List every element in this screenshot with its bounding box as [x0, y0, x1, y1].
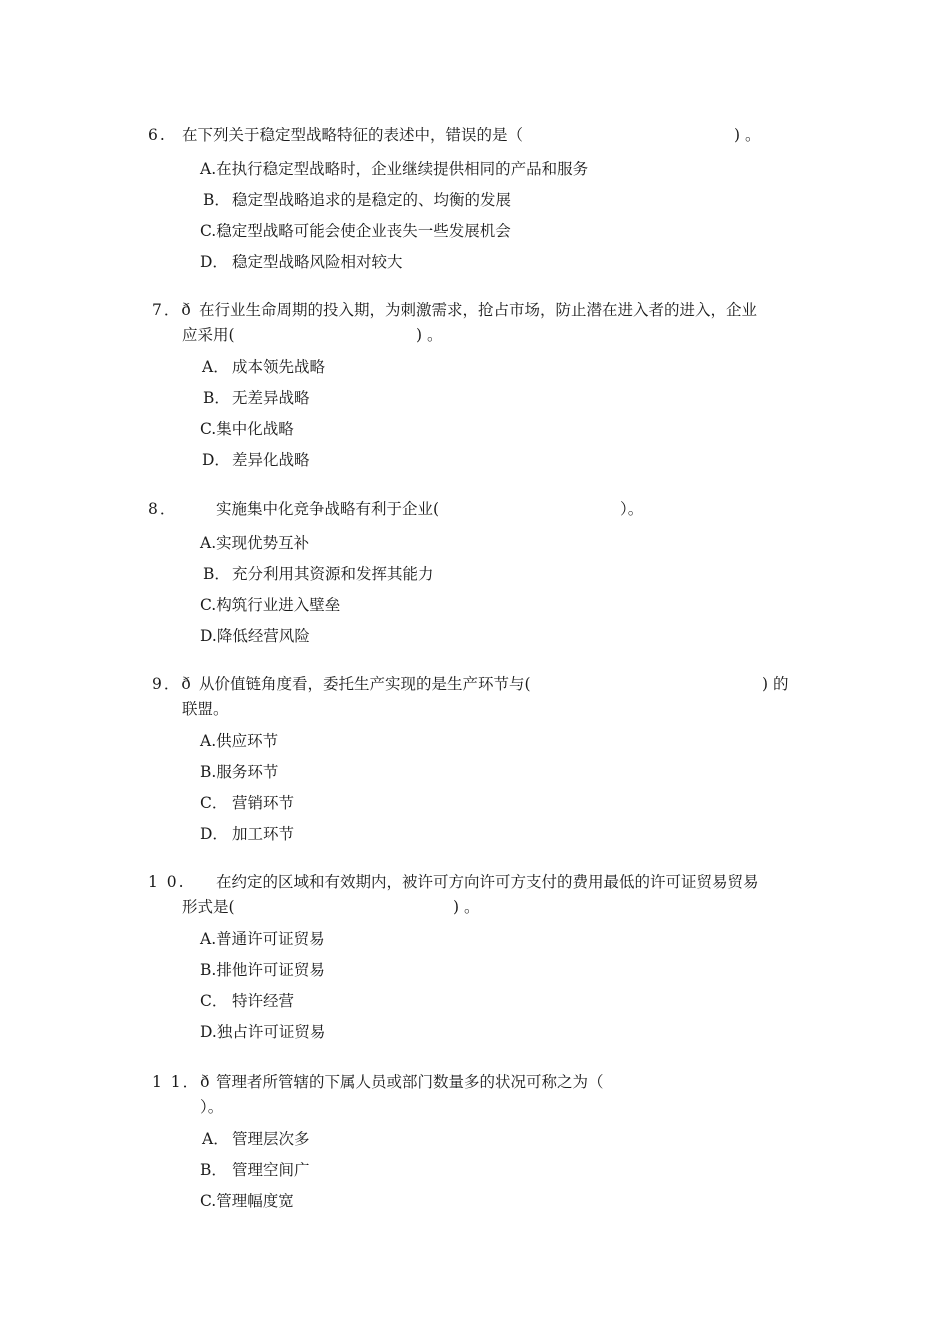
option-a: A． 成本领先战略 — [202, 358, 326, 376]
option-d: D.独占许可证贸易 — [200, 1023, 326, 1041]
option-b: B.服务环节 — [200, 763, 279, 781]
question-stem-line2: 应采用( ) 。 — [148, 323, 808, 348]
option-c: C． 营销环节 — [200, 794, 295, 812]
option-a: A.实现优势互补 — [200, 534, 310, 552]
option-b: B． 稳定型战略追求的是稳定的、均衡的发展 — [203, 191, 512, 209]
option-b: B． 无差异战略 — [203, 389, 310, 407]
question-number: 8． — [148, 500, 178, 518]
question-number: 1 1．ð — [152, 1073, 212, 1091]
question-stem — [148, 123, 808, 148]
option-a: A.在执行稳定型战略时，企业继续提供相同的产品和服务 — [200, 160, 589, 178]
question-stem-line2: 形式是( ) 。 — [148, 895, 808, 920]
question-text: 管理者所管辖的下属人员或部门数量多的状况可称之为（ — [216, 1073, 604, 1091]
question-8 — [148, 497, 808, 652]
answer-blank-close: ）。 — [620, 500, 644, 518]
question-text: 实施集中化竞争战略有利于企业( — [216, 500, 440, 518]
option-c: C． 特许经营 — [200, 992, 295, 1010]
option-a: A.供应环节 — [200, 732, 279, 750]
answer-blank-close: ) 的 — [762, 675, 789, 693]
answer-blank-close: ) 。 — [416, 326, 443, 344]
option-d: D． 稳定型战略风险相对较大 — [200, 253, 403, 271]
question-stem-line2: 联盟。 — [182, 700, 229, 718]
question-number: 9．ð — [152, 675, 193, 693]
option-b: B.排他许可证贸易 — [200, 961, 325, 979]
question-stem — [148, 870, 808, 895]
question-stem-line2: ）。 — [200, 1098, 224, 1116]
question-stem — [148, 672, 808, 697]
option-c: C.集中化战略 — [200, 420, 294, 438]
answer-blank-close: ) 。 — [734, 126, 761, 144]
option-c: C.管理幅度宽 — [200, 1192, 294, 1210]
answer-blank-close: ) 。 — [453, 898, 480, 916]
question-9 — [148, 672, 808, 850]
question-text: 在行业生命周期的投入期，为刺激需求，抢占市场，防止潜在进入者的进入，企业 — [199, 301, 758, 319]
option-a: A.普通许可证贸易 — [200, 930, 325, 948]
question-7 — [148, 298, 808, 476]
question-number: 6. — [148, 126, 167, 144]
question-11 — [148, 1070, 808, 1217]
option-c: C.构筑行业进入壁垒 — [200, 596, 341, 614]
question-6 — [148, 123, 808, 278]
option-a: A． 管理层次多 — [202, 1130, 310, 1148]
question-number: 1 0. — [148, 873, 186, 891]
question-text: 从价值链角度看，委托生产实现的是生产环节与( — [199, 675, 531, 693]
option-c: C.稳定型战略可能会使企业丧失一些发展机会 — [200, 222, 511, 240]
option-b: B． 管理空间广 — [200, 1161, 310, 1179]
option-b: B． 充分利用其资源和发挥其能力 — [203, 565, 434, 583]
question-stem — [148, 1070, 808, 1095]
option-d: D.降低经营风险 — [200, 627, 310, 645]
question-stem — [148, 298, 808, 323]
option-d: D． 差异化战略 — [202, 451, 310, 469]
question-text: 在下列关于稳定型战略特征的表述中，错误的是（ — [182, 126, 524, 144]
question-text: 在约定的区域和有效期内，被许可方向许可方支付的费用最低的许可证贸易贸易 — [216, 873, 759, 891]
question-stem — [148, 497, 808, 522]
question-number: 7．ð — [152, 301, 193, 319]
question-10 — [148, 870, 808, 1048]
option-d: D． 加工环节 — [200, 825, 295, 843]
